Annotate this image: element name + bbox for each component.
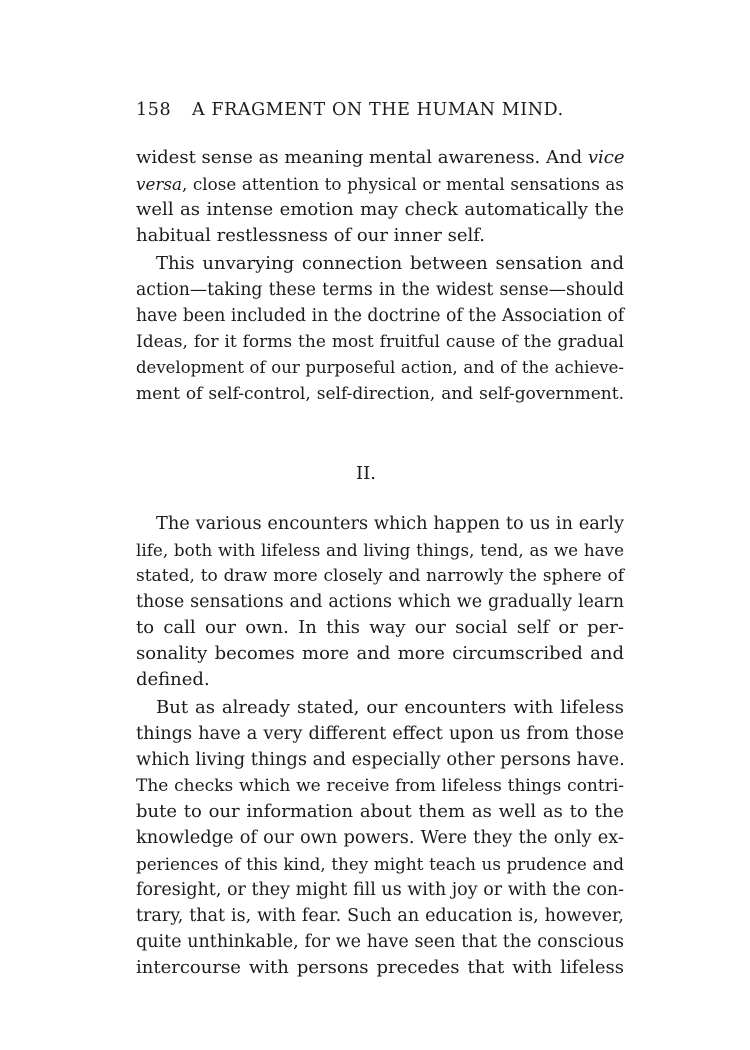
- text-line: Ideas, for it forms the most fruitful cause of the gradual: [136, 332, 624, 352]
- italic-text: vice: [587, 147, 625, 168]
- text-line: But as already stated, our encounters with lifeless: [156, 697, 624, 718]
- text-line: life, both with lifeless and living things, tend, as we have: [136, 540, 624, 560]
- running-head: [136, 100, 576, 126]
- section-heading: II.: [356, 463, 376, 484]
- text-line: things have a very different effect upon us from those: [136, 724, 624, 744]
- italic-text: versa: [136, 174, 182, 194]
- text-line: bute to our information about them as well as to the: [136, 801, 624, 822]
- text-line: [136, 145, 624, 171]
- running-head-title: A FRAGMENT ON THE HUMAN MIND.: [192, 100, 564, 120]
- text-line: habitual restlessness of our inner self.: [136, 225, 485, 246]
- text-line: have been included in the doctrine of the Association of: [136, 306, 625, 326]
- text-line: development of our purposeful action, and of the achieve-: [136, 358, 624, 377]
- text-line: sonality becomes more and more circumscribed and: [136, 643, 624, 664]
- text-line: quite unthinkable, for we have seen that the conscious: [136, 932, 624, 952]
- text-line: those sensations and actions which we gradually learn: [136, 592, 624, 612]
- page-number: 158: [136, 100, 172, 120]
- text-fragment: widest sense as meaning mental awareness. And: [136, 147, 588, 168]
- text-line: well as intense emotion may check automatically the: [136, 199, 624, 220]
- text-line: This unvarying connection between sensation and: [156, 253, 624, 274]
- text-line: trary, that is, with fear. Such an education is, however,: [136, 906, 624, 926]
- text-line: to call our own. In this way our social self or per-: [136, 617, 624, 638]
- text-line: which living things and especially other persons have.: [136, 750, 625, 770]
- text-line: ment of self-control, self-direction, and self-government.: [136, 384, 624, 404]
- text-line: defined.: [136, 669, 210, 690]
- text-line: foresight, or they might fill us with joy or with the con-: [136, 880, 624, 900]
- text-fragment: , close attention to physical or mental sensations as: [181, 174, 624, 194]
- text-line: [136, 171, 624, 197]
- text-line: stated, to draw more closely and narrowly the sphere of: [136, 566, 624, 586]
- text-line: The various encounters which happen to us in early: [156, 514, 624, 534]
- text-line: periences of this kind, they might teach us prudence and: [136, 854, 624, 874]
- text-line: action—taking these terms in the widest sense—should: [136, 280, 624, 300]
- text-line: knowledge of our own powers. Were they the only ex-: [136, 828, 624, 848]
- text-line: The checks which we receive from lifeless things contri-: [136, 776, 624, 796]
- text-line: intercourse with persons precedes that with lifeless: [136, 957, 624, 978]
